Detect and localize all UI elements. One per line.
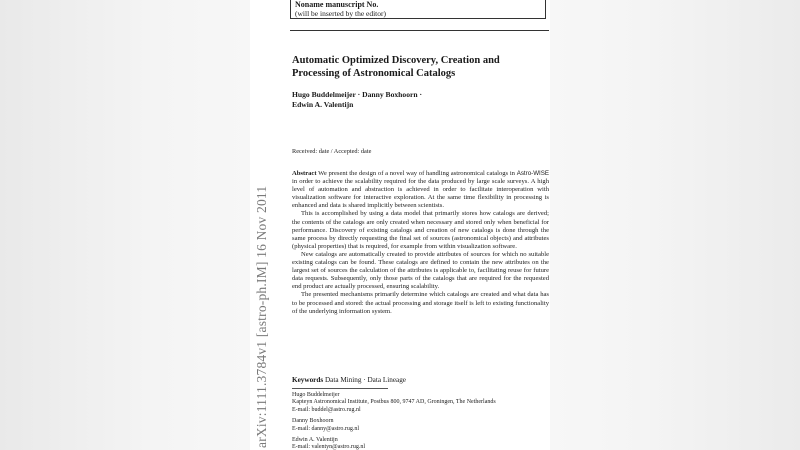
address-block [292, 392, 549, 414]
paper-page [250, 0, 550, 450]
address-email: E-mail: buddel@astro.rug.nl [292, 406, 361, 413]
authors-line-2: Edwin A. Valentijn [292, 99, 354, 109]
address-email: E-mail: valentyn@astro.rug.nl [292, 444, 366, 450]
abstract-paragraph-2: This is accomplished by using a data model that primarily stores how catalogs are derived; the contents of the catalogs are only created when necessary and stored only when beneficial for performance. Discovery of existing catalogs and creation of new catalogs is done through the same process by directly requesting the final set of sources (astronomical objects) and attributes (physical properties) that is required, for example from within visualization software. [292, 210, 549, 250]
keywords-label: Keywords [292, 376, 324, 384]
title-line-2: Processing of Astronomical Catalogs [292, 68, 456, 79]
address-block [292, 418, 549, 433]
author-addresses [292, 392, 549, 450]
abstract-paragraph-1 [292, 170, 549, 210]
address-name: Hugo Buddelmeijer [292, 392, 340, 398]
background-right [550, 0, 800, 450]
abstract-paragraph-4: The presented mechanisms primarily determine which catalogs are created and what data has to be processed and stored: the actual processing and storage itself is left to existing functionality of the underlying information system. [292, 291, 549, 315]
arxiv-stamp: arXiv:1111.3784v1 [astro-ph.IM] 16 Nov 2011 [254, 185, 269, 448]
manuscript-box [290, 0, 546, 19]
title-line-1: Automatic Optimized Discovery, Creation and [292, 55, 500, 66]
abstract-paragraph-3: New catalogs are automatically created to provide attributes of sources for which no suitable existing catalogs can be found. These catalogs are defined to contain the new attributes on the largest set of sources the calculation of the attributes is applicable to, facilitating reuse for future data requests. Subsequently, only those parts of the catalogs that are required for the requested end product are actually processed, ensuring scalability. [292, 250, 549, 291]
address-name: Edwin A. Valentijn [292, 437, 338, 444]
background-left [0, 0, 250, 450]
address-name: Danny Boxhoorn [292, 418, 334, 425]
astro-wise-name: Astro-WISE [516, 170, 550, 177]
manuscript-note: (will be inserted by the editor) [295, 8, 387, 18]
abstract-p1-pre: We present the design of a novel way of handling astronomical catalogs in [318, 170, 515, 177]
abstract-p1-post: in order to achieve the scalability required for the data produced by large scale surveys. A high level of automation and abstraction is achieved in order to facilitate interoperation with visualization software for interactive exploration. At the same time flexibility in processing is enhanced and data is shared implicitly between scientists. [292, 178, 549, 210]
header-rule [290, 30, 549, 31]
keywords-text: Data Mining · Data Lineage [324, 376, 406, 384]
footnote-rule [292, 388, 388, 389]
address-affiliation: Kapteyn Astronomical Institute, Postbus 800, 9747 AD, Groningen, The Netherlands [292, 399, 496, 406]
abstract-label: Abstract [292, 170, 317, 177]
received-date: Received: date / Accepted: date [292, 148, 372, 155]
manuscript-label: Noname manuscript No. [295, 0, 379, 9]
authors-line-1: Hugo Buddelmeijer · Danny Boxhoorn · [292, 90, 423, 99]
address-email: E-mail: danny@astro.rug.nl [292, 425, 360, 432]
abstract [292, 170, 549, 316]
author-list [292, 90, 542, 109]
keywords [292, 376, 406, 384]
paper-title [292, 54, 542, 80]
address-block [292, 437, 549, 450]
